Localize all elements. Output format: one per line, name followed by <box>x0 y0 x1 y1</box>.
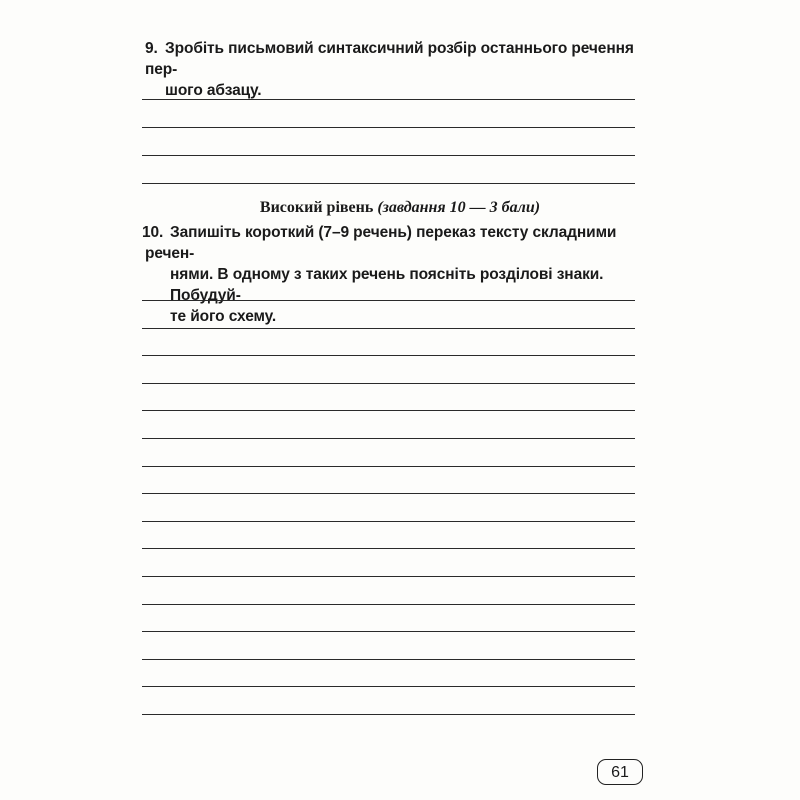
answer-line[interactable] <box>142 300 635 301</box>
task-10-line-1 <box>142 222 635 264</box>
answer-line[interactable] <box>142 548 635 549</box>
answer-line[interactable] <box>142 99 635 100</box>
level-heading <box>0 199 800 217</box>
answer-line[interactable] <box>142 383 635 384</box>
answer-line[interactable] <box>142 155 635 156</box>
task-10-line-3 <box>145 306 635 327</box>
task-9-text-2: шого абзацу. <box>165 82 262 99</box>
answer-line[interactable] <box>142 714 635 715</box>
task-9-line-1 <box>145 38 635 80</box>
task-10-text-2: нями. В одному з таких речень поясніть розділові знаки. Побудуй- <box>170 266 604 304</box>
task-10-number: 10. <box>142 224 164 241</box>
page-number: 61 <box>597 759 643 785</box>
answer-line[interactable] <box>142 127 635 128</box>
task-9-number: 9. <box>145 40 158 57</box>
task-10-text-1: Запишіть короткий (7–9 речень) переказ тексту складними речен- <box>145 224 617 262</box>
answer-line[interactable] <box>142 631 635 632</box>
task-9-text-1: Зробіть письмовий синтаксичний розбір останнього речення пер- <box>145 40 634 78</box>
level-heading-points: (завдання 10 — 3 бали) <box>377 199 541 216</box>
level-heading-main: Високий рівень <box>259 199 374 216</box>
task-10 <box>142 222 635 327</box>
answer-line[interactable] <box>142 604 635 605</box>
task-9-line-2 <box>145 80 635 101</box>
answer-line[interactable] <box>142 659 635 660</box>
answer-line[interactable] <box>142 328 635 329</box>
answer-line[interactable] <box>142 466 635 467</box>
task-9 <box>145 38 635 101</box>
answer-line[interactable] <box>142 576 635 577</box>
answer-line[interactable] <box>142 521 635 522</box>
answer-line[interactable] <box>142 410 635 411</box>
answer-line[interactable] <box>142 493 635 494</box>
task-10-text-3: те його схему. <box>170 308 277 325</box>
answer-line[interactable] <box>142 355 635 356</box>
answer-line[interactable] <box>142 438 635 439</box>
answer-line[interactable] <box>142 183 635 184</box>
answer-line[interactable] <box>142 686 635 687</box>
